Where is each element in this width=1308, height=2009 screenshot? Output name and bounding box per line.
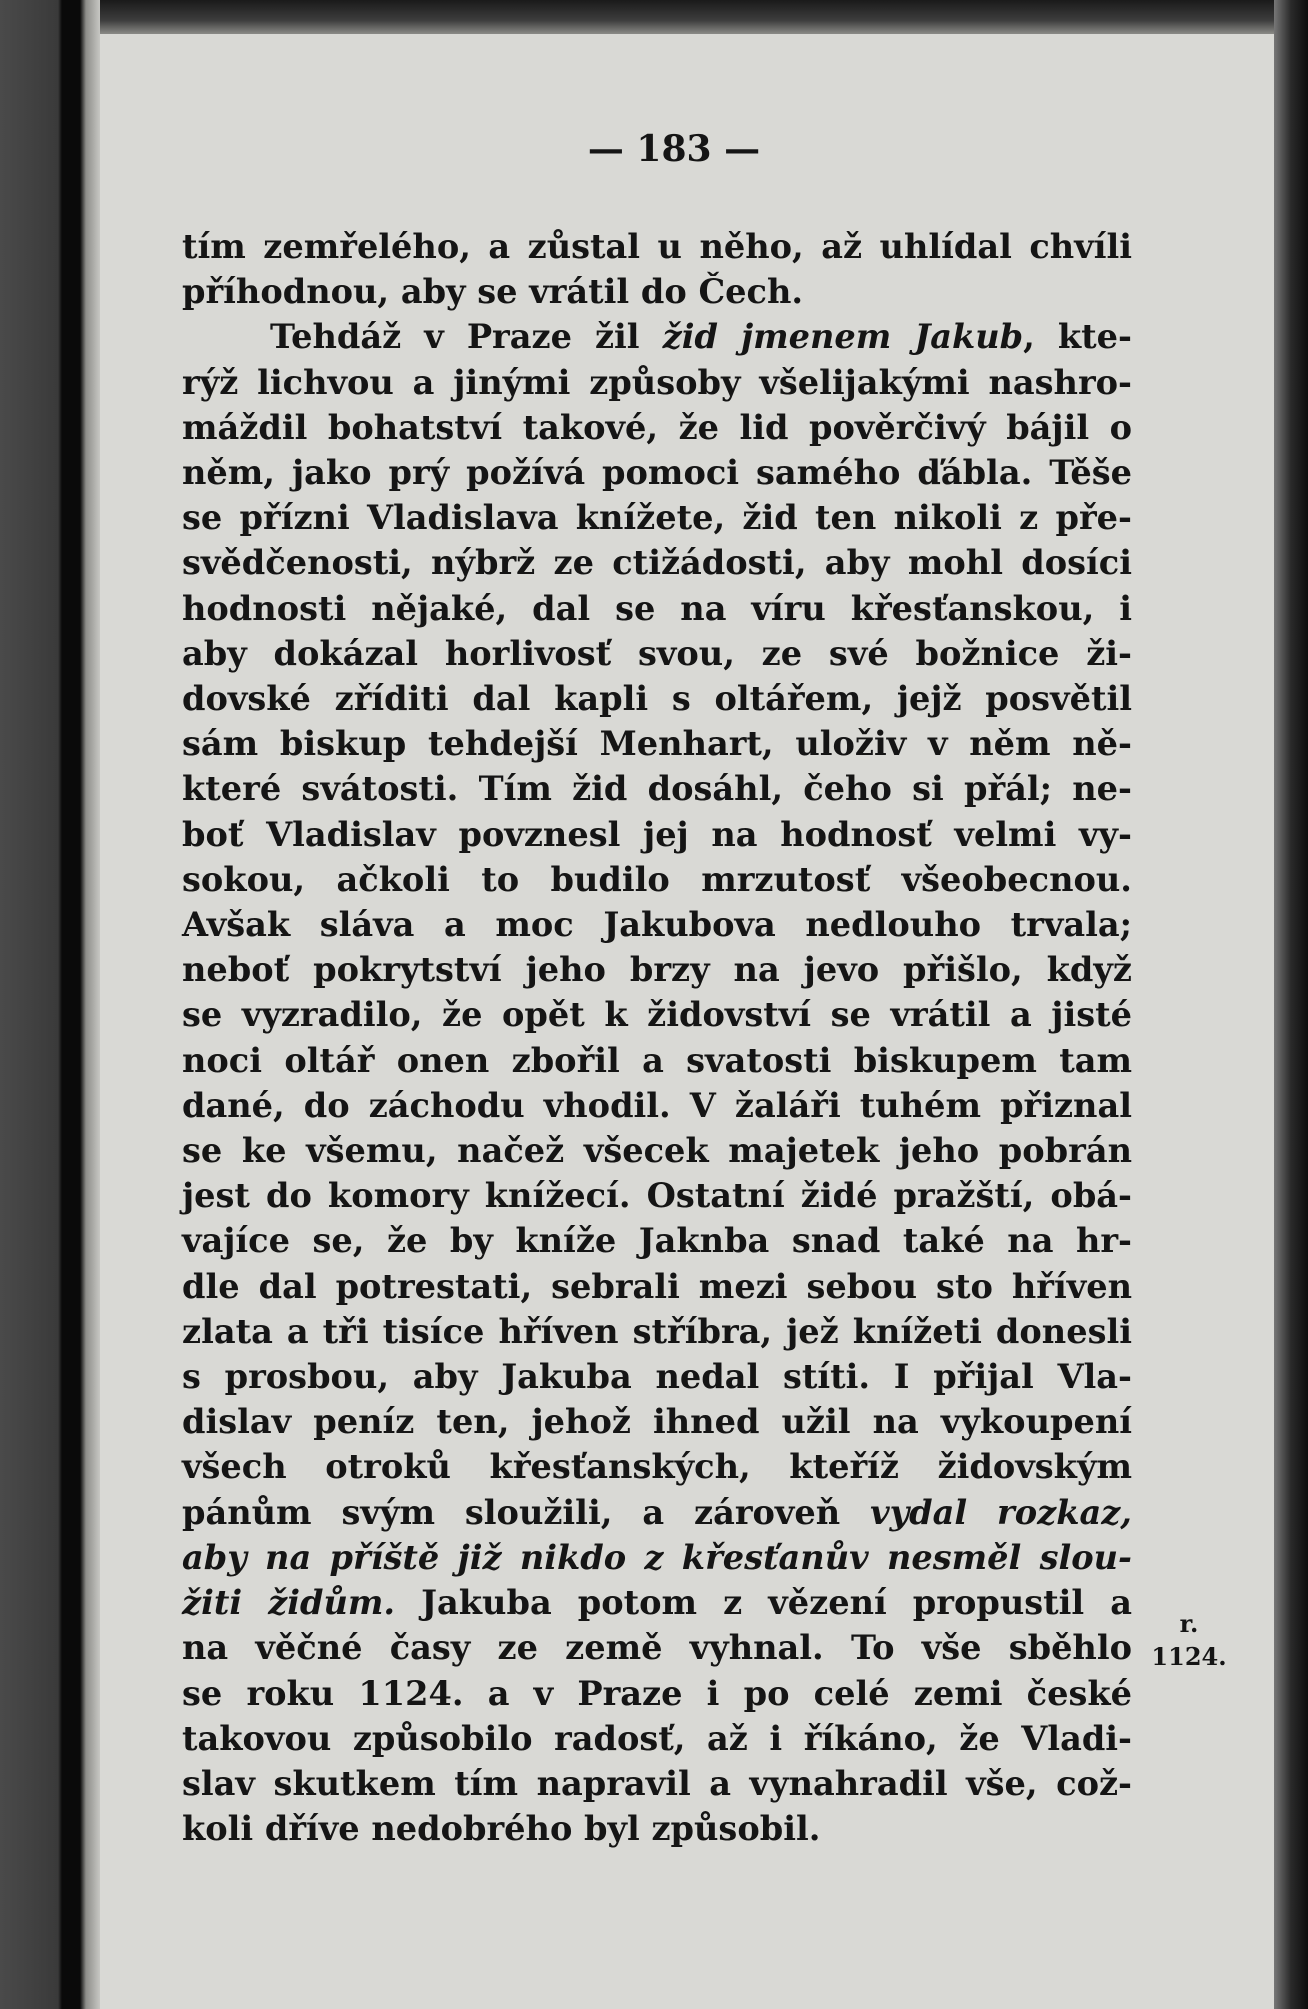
text-line: boť Vladislav povznesl jej na hodnosť velmi vy-	[182, 813, 1132, 854]
text-line: takovou způsobilo radosť, až i říkáno, že Vladi-	[182, 1717, 1132, 1758]
body-text	[182, 224, 1132, 1851]
scan-top-edge	[0, 0, 1308, 34]
text-line: dovské zříditi dal kapli s oltářem, jejž posvětil	[182, 678, 1132, 719]
text-line: se vyzradilo, že opět k židovství se vrátil a jisté	[182, 994, 1132, 1035]
text-line: svědčenosti, nýbrž ze ctižádosti, aby mohl dosíci	[182, 542, 1132, 583]
text-line: máždil bohatství takové, že lid pověrčivý bájil o	[182, 406, 1132, 447]
text-line: sokou, ačkoli to budilo mrzutosť všeobecnou.	[182, 858, 1132, 899]
text-line: jest do komory knížecí. Ostatní židé pražští, obá-	[182, 1175, 1132, 1216]
text-line: neboť pokrytství jeho brzy na jevo přišlo, když	[182, 949, 1132, 990]
text-line: dané, do záchodu vhodil. V žaláři tuhém přiznal	[182, 1084, 1132, 1125]
text-line: tím zemřelého, a zůstal u něho, až uhlídal chvíli	[182, 226, 1132, 266]
text-line: žiti židům. Jakuba potom z vězení propustil a	[182, 1582, 1132, 1623]
text-line: vajíce se, že by kníže Jaknba snad také na hr-	[182, 1220, 1132, 1261]
text-line: rýž lichvou a jinými způsoby všelijakými nashro-	[182, 361, 1132, 402]
text-line: něm, jako prý požívá pomoci samého ďábla. Těše	[182, 452, 1132, 493]
text-line: Tehdáž v Praze žil žid jmenem Jakub, kte-	[270, 316, 1132, 357]
text-line: hodnosti nějaké, dal se na víru křesťanskou, i	[182, 587, 1132, 628]
text-line: na věčné časy ze země vyhnal. To vše sběhlo	[182, 1627, 1132, 1668]
scan-right-edge	[1274, 0, 1308, 2009]
text-line: se přízni Vladislava knížete, žid ten nikoli z pře-	[182, 497, 1132, 538]
text-line: dle dal potrestati, sebrali mezi sebou sto hříven	[182, 1265, 1132, 1306]
text-line: Avšak sláva a moc Jakubova nedlouho trvala;	[182, 904, 1132, 945]
text-line: dislav peníz ten, jehož ihned užil na vykoupení	[182, 1401, 1132, 1442]
margin-note-year-prefix: r.	[1179, 1609, 1199, 1638]
margin-note-year: 1124.	[1151, 1642, 1227, 1671]
text-line: slav skutkem tím napravil a vynahradil vše, což-	[182, 1762, 1132, 1803]
page-number: — 183 —	[587, 128, 761, 170]
text-line: které svátosti. Tím žid dosáhl, čeho si přál; ne-	[182, 768, 1132, 809]
text-line: příhodnou, aby se vrátil do Čech.	[182, 271, 804, 312]
text-line: koli dříve nedobrého byl způsobil.	[182, 1808, 821, 1849]
text-line: s prosbou, aby Jakuba nedal stíti. I přijal Vla-	[182, 1356, 1132, 1397]
text-line: noci oltář onen zbořil a svatosti biskupem tam	[182, 1039, 1132, 1080]
text-line: se ke všemu, načež všecek majetek jeho pobrán	[182, 1130, 1132, 1171]
book-binding-edge	[0, 0, 100, 2009]
text-line: zlata a tři tisíce hříven stříbra, jež knížeti donesli	[182, 1310, 1132, 1351]
text-line: aby dokázal horlivosť svou, ze své božnice ži-	[182, 632, 1132, 673]
text-line: pánům svým sloužili, a zároveň vydal rozkaz,	[182, 1491, 1132, 1532]
text-line: aby na příště již nikdo z křesťanův nesměl slou-	[182, 1536, 1132, 1577]
text-line: sám biskup tehdejší Menhart, uloživ v něm ně-	[182, 723, 1132, 764]
text-line: všech otroků křesťanských, kteříž židovským	[182, 1446, 1132, 1487]
text-line: se roku 1124. a v Praze i po celé zemi české	[182, 1672, 1132, 1713]
